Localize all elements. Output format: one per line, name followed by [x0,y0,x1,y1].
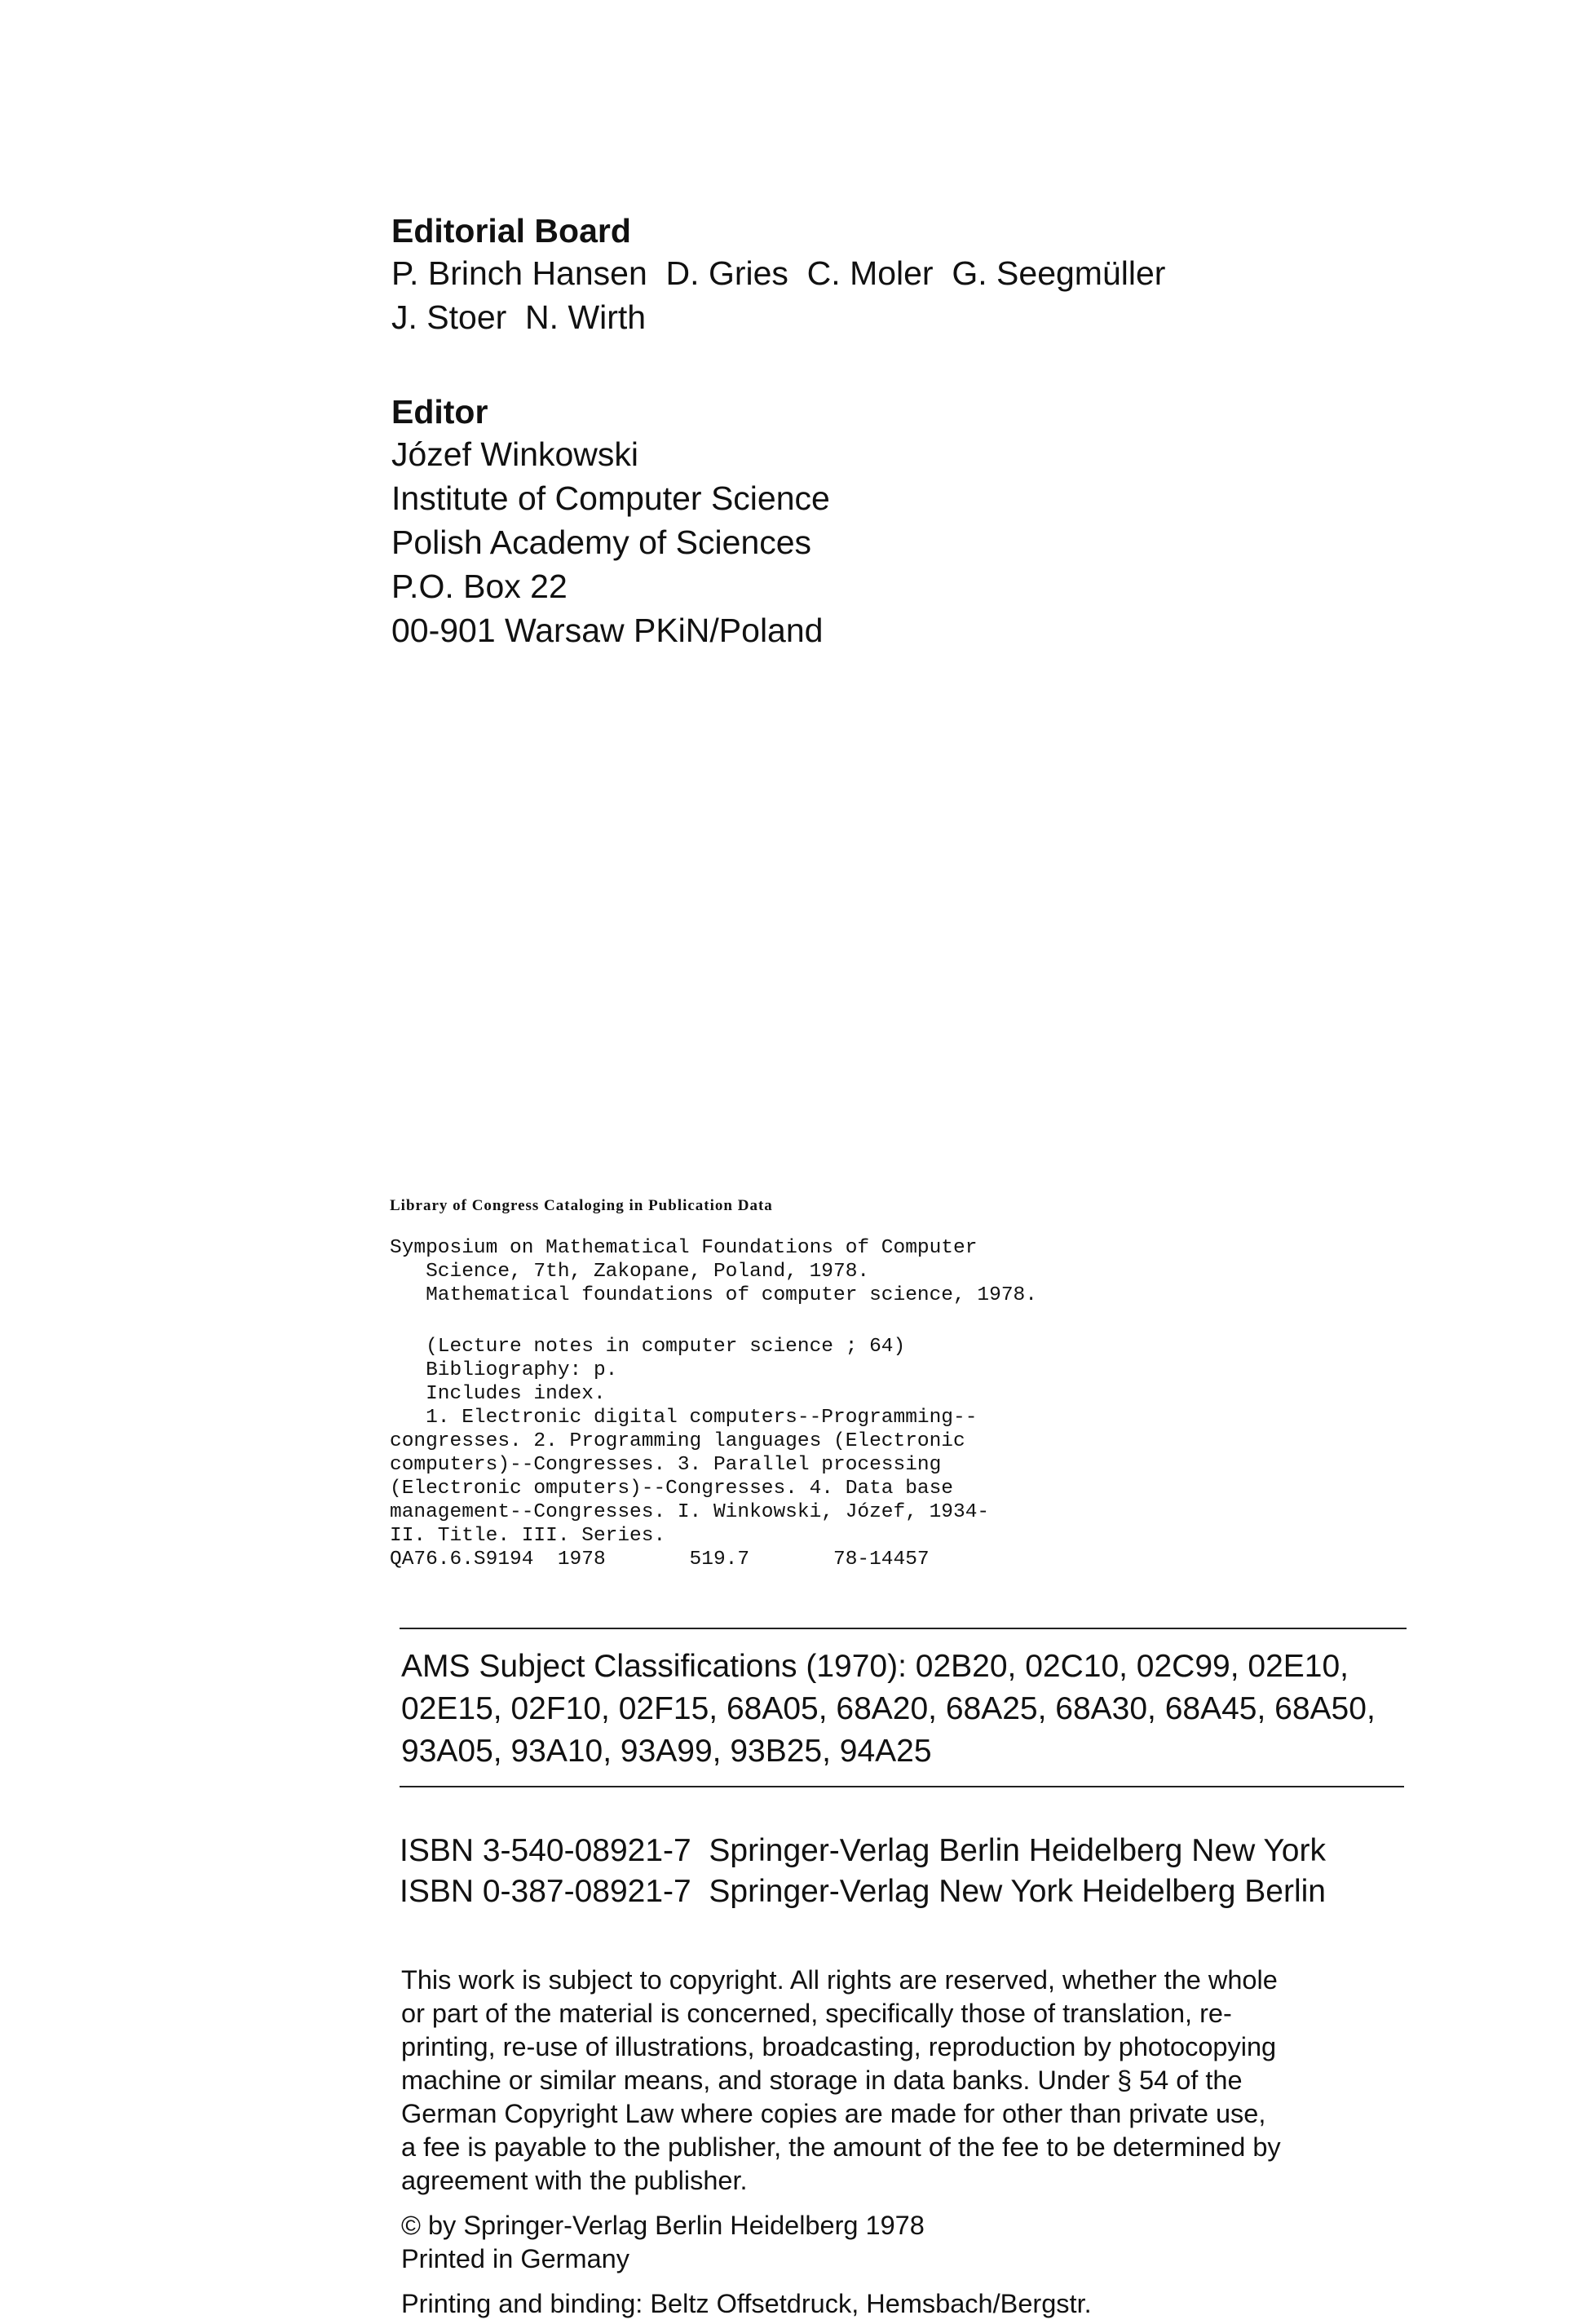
ams-line: 93A05, 93A10, 93A99, 93B25, 94A25 [401,1734,932,1769]
editorial-board-members-line: J. Stoer N. Wirth [391,298,647,336]
cataloging-section [390,1197,1037,1571]
isbn-line: ISBN 3-540-08921-7 Springer-Verlag Berlin Heidelberg New York [400,1833,1326,1868]
cataloging-note-line: congresses. 2. Programming languages (Electronic [390,1430,965,1452]
copyright-paragraph-line: machine or similar means, and storage in data banks. Under § 54 of the [401,2066,1243,2095]
editor-academy: Polish Academy of Sciences [391,524,812,561]
copyright-paragraph-line: German Copyright Law where copies are made for other than private use, [401,2099,1266,2128]
ams-line: AMS Subject Classifications (1970): 02B20, 02C10, 02C99, 02E10, [401,1649,1349,1684]
cataloging-note-line: management--Congresses. I. Winkowski, Józef, 1934- [390,1501,990,1523]
cataloging-entry-line: Symposium on Mathematical Foundations of Computer [390,1237,978,1259]
cataloging-note-line: 1. Electronic digital computers--Programming-- [390,1407,978,1429]
cataloging-note-line: Bibliography: p. [390,1359,618,1381]
editor-institute: Institute of Computer Science [391,479,830,517]
ams-top-rule [400,1628,1407,1629]
cataloging-call-number: QA76.6.S9194 1978 519.7 78-14457 [390,1549,930,1571]
editor-heading: Editor [391,393,488,431]
copyright-paragraph-line: This work is subject to copyright. All rights are reserved, whether the whole [401,1965,1278,1995]
editorial-board-members-line: P. Brinch Hansen D. Gries C. Moler G. Seegmüller [391,254,1166,292]
editor-section [391,391,830,652]
copyright-notice: © by Springer-Verlag Berlin Heidelberg 1978 [401,2211,925,2240]
cataloging-entry-line: Mathematical foundations of computer science, 1978. [390,1284,1037,1306]
isbn-line: ISBN 0-387-08921-7 Springer-Verlag New York Heidelberg Berlin [400,1874,1326,1909]
cataloging-entry-line: Science, 7th, Zakopane, Poland, 1978. [390,1261,870,1283]
cataloging-note-line: (Lecture notes in computer science ; 64) [390,1336,906,1358]
printing-binding: Printing and binding: Beltz Offsetdruck, Hemsbach/Bergstr. [401,2289,1092,2318]
copyright-paragraph-line: or part of the material is concerned, specifically those of translation, re- [401,1999,1232,2028]
cataloging-note-line: computers)--Congresses. 3. Parallel processing [390,1454,942,1476]
ams-line: 02E15, 02F10, 02F15, 68A05, 68A20, 68A25, 68A30, 68A45, 68A50, [401,1691,1376,1726]
ams-bottom-rule [400,1786,1404,1787]
ams-classifications [401,1646,1412,1773]
editor-po-box: P.O. Box 22 [391,568,568,605]
cataloging-note-line: II. Title. III. Series. [390,1525,666,1547]
cataloging-note-line: Includes index. [390,1383,606,1405]
editor-city: 00-901 Warsaw PKiN/Poland [391,612,824,649]
copyright-paragraph-line: a fee is payable to the publisher, the amount of the fee to be determined by [401,2132,1281,2162]
copyright-paragraph-line: agreement with the publisher. [401,2166,748,2195]
copyright-section [401,1964,1429,2321]
editor-name: Józef Winkowski [391,435,639,473]
editorial-board-heading: Editorial Board [391,212,631,250]
isbn-section [400,1831,1326,1912]
cataloging-title: Library of Congress Cataloging in Publication Data [390,1197,773,1214]
editorial-board-section [391,210,1165,339]
copyright-paragraph-line: printing, re-use of illustrations, broadcasting, reproduction by photocopying [401,2032,1277,2061]
printed-in: Printed in Germany [401,2244,629,2273]
cataloging-note-line: (Electronic omputers)--Congresses. 4. Data base [390,1478,954,1500]
